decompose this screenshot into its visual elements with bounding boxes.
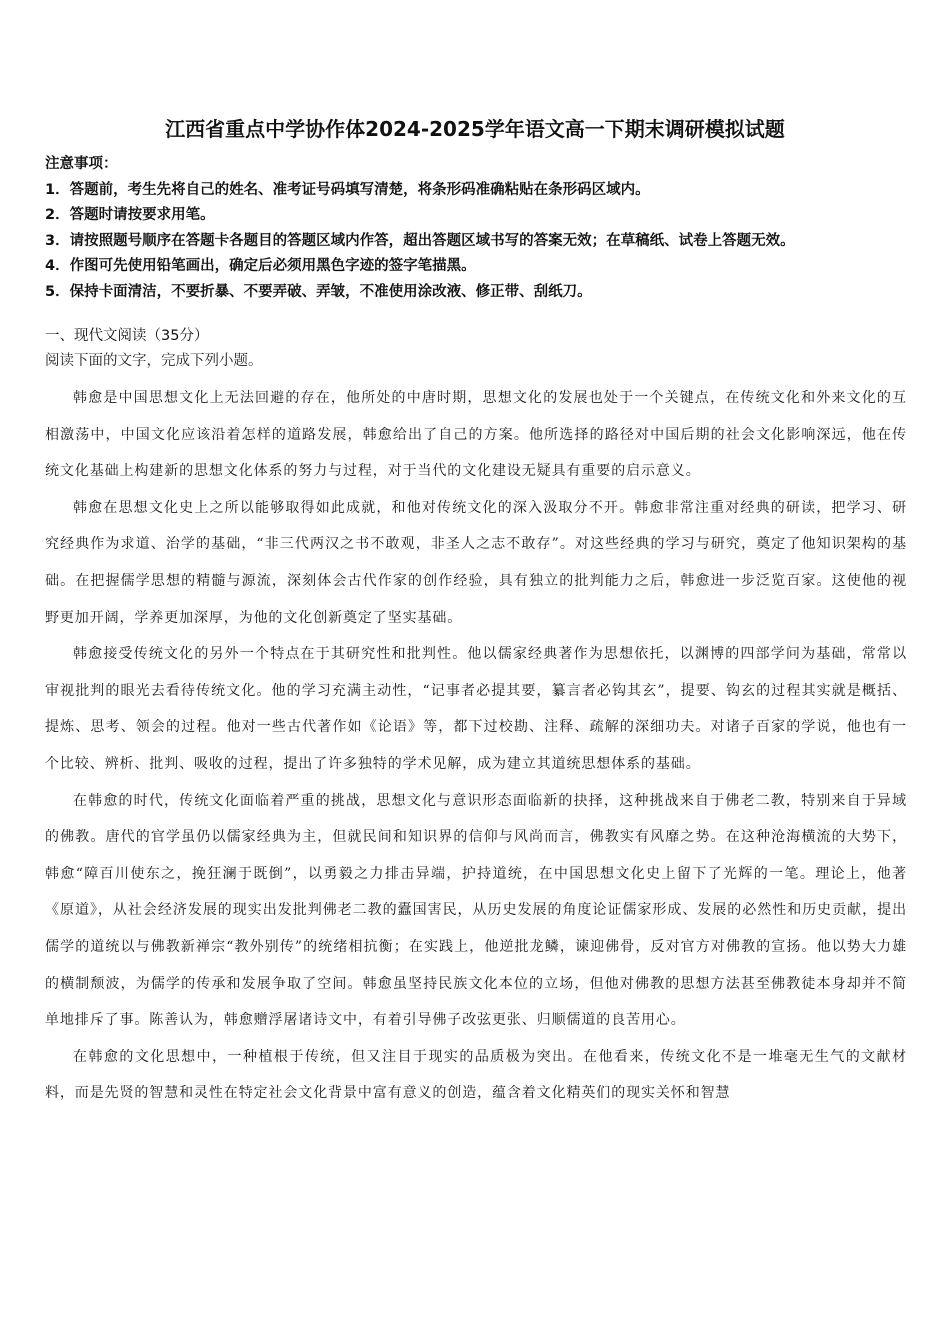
- passage-paragraph: 韩愈是中国思想文化上无法回避的存在，他所处的中唐时期，思想文化的发展也处于一个关键点，在传统文化和外来文化的互相激荡中，中国文化应该沿着怎样的道路发展，韩愈给出了自己的方案。他所选择的路径对中国后期的社会文化影响深远，他在传统文化基础上构建新的思想文化体系的努力与过程，对于当代的文化建设无疑具有重要的启示意义。: [45, 390, 907, 480]
- passage-paragraph: 在韩愈的时代，传统文化面临着严重的挑战，思想文化与意识形态面临新的抉择，这种挑战来自于佛老二教，特别来自于异域的佛教。唐代的官学虽仍以儒家经典为主，但就民间和知识界的信仰与风尚而言，佛教实有风靡之势。在这种沧海横流的大势下，韩愈“障百川使东之，挽狂澜于既倒”，以勇毅之力排击异端，护持道统，在中国思想文化史上留下了光辉的一笔。理论上，他著《原道》，从社会经济发展的现实出发批判佛老二教的蠹国害民，从历史发展的角度论证儒家形成、发展的必然性和历史贡献，提出儒学的道统以与佛教新禅宗“教外别传”的统绪相抗衡；在实践上，他逆批龙鳞，谏迎佛骨，反对官方对佛教的宣扬。他以势大力雄的横制颓波，为儒学的传承和发展争取了空间。韩愈虽坚持民族文化本位的立场，但他对佛教的思想方法甚至佛教徒本身却并不简单地排斥了事。陈善认为，韩愈赠浮屠诸诗文中，有着引导佛子改弦更张、归顺儒道的良苦用心。: [45, 792, 907, 1029]
- section-heading: 一、现代文阅读（35分）: [45, 328, 209, 344]
- notes-heading: 注意事项：: [45, 156, 118, 172]
- section-instruction: 阅读下面的文字，完成下列小题。: [45, 353, 263, 369]
- notes-item: 1．答题前，考生先将自己的姓名、准考证号码填写清楚，将条形码准确粘贴在条形码区域内。: [45, 181, 650, 198]
- notes-item: 5．保持卡面清洁，不要折暴、不要弄破、弄皱，不准使用涂改液、修正带、刮纸刀。: [45, 283, 592, 300]
- notes-item: 4．作图可先使用铅笔画出，确定后必须用黑色字迹的签字笔描黑。: [45, 258, 476, 274]
- passage-paragraph: 韩愈在思想文化史上之所以能够取得如此成就，和他对传统文化的深入汲取分不开。韩愈非常注重对经典的研读，把学习、研究经典作为求道、治学的基础，“非三代两汉之书不敢观，非圣人之志不敢存”。对这些经典的学习与研究，奠定了他知识架构的基础。在把握儒学思想的精髓与源流，深刻体会古代作家的创作经验，具有独立的批判能力之后，韩愈进一步泛览百家。这使他的视野更加开阔，学养更加深厚，为他的文化创新奠定了坚实基础。: [45, 499, 907, 626]
- passage-paragraph: 在韩愈的文化思想中，一种植根于传统，但又注目于现实的品质极为突出。在他看来，传统文化不是一堆毫无生气的文献材料，而是先贤的智慧和灵性在特定社会文化背景中富有意义的创造，蕴含着文化精英们的现实关怀和智慧: [45, 1048, 907, 1102]
- passage-paragraph: 韩愈接受传统文化的另外一个特点在于其研究性和批判性。他以儒家经典著作为思想依托，以渊博的四部学问为基础，常常以审视批判的眼光去看待传统文化。他的学习充满主动性，“记事者必提其要，纂言者必钩其玄”，提要、钩玄的过程其实就是概括、提炼、思考、领会的过程。他对一些古代著作如《论语》等，都下过校勘、注释、疏解的深细功夫。对诸子百家的学说，他也有一个比较、辨析、批判、吸收的过程，提出了许多独特的学术见解，成为建立其道统思想体系的基础。: [45, 646, 907, 772]
- reading-passage: [45, 380, 907, 1112]
- notes-item: 3．请按照题号顺序在答题卡各题目的答题区域内作答，超出答题区域书写的答案无效；在草稿纸、试卷上答题无效。: [45, 232, 795, 249]
- notes-block: [45, 152, 915, 305]
- notes-item: 2．答题时请按要求用笔。: [45, 207, 215, 223]
- exam-title: 江西省重点中学协作体2024-2025学年语文高一下期末调研模拟试题: [165, 117, 785, 141]
